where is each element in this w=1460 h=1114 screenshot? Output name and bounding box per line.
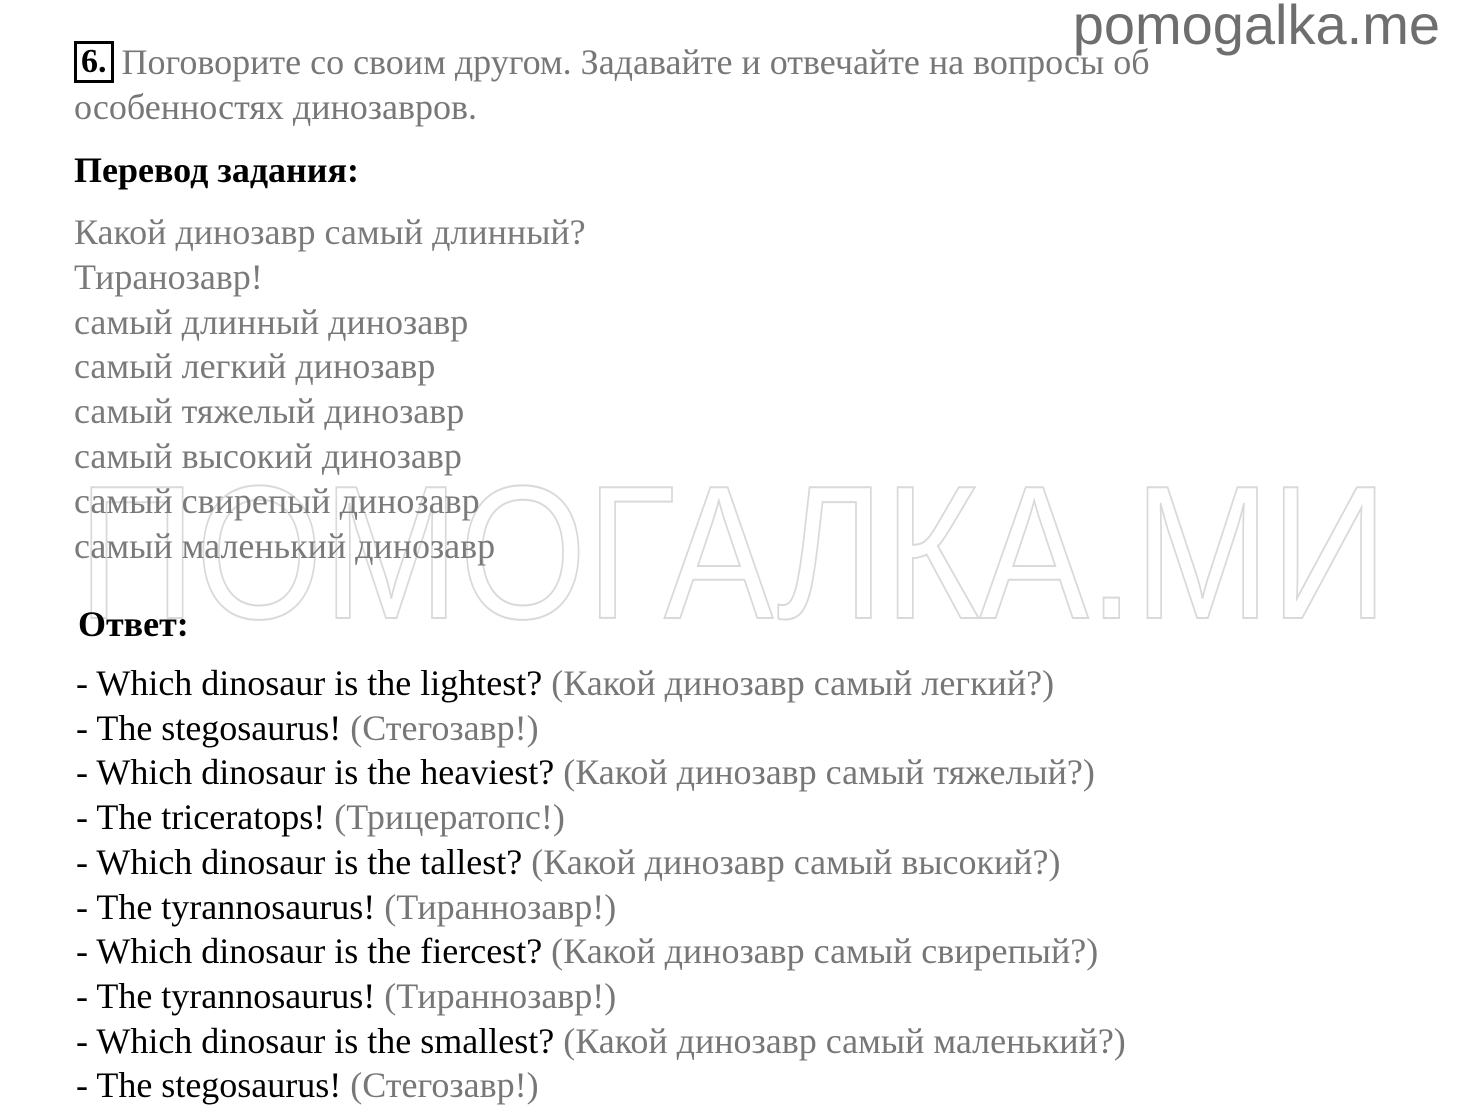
answer-english: - Which dinosaur is the fiercest? (76, 931, 543, 972)
answer-english: - Which dinosaur is the smallest? (76, 1020, 555, 1061)
translation-line: самый легкий динозавр (74, 346, 436, 387)
answer-russian: (Трицератопс!) (334, 797, 565, 838)
answer-english: - Which dinosaur is the lightest? (76, 663, 543, 703)
answer-line (76, 974, 1126, 1019)
answer-russian: (Какой динозавр самый маленький?) (563, 1020, 1126, 1061)
answer-english: - The triceratops! (76, 797, 326, 838)
answer-line (76, 840, 1126, 885)
answer-line (76, 1063, 1126, 1108)
answer-line (76, 929, 1126, 974)
answer-line (76, 750, 1126, 795)
site-logo: pomogalka.me (1072, 0, 1440, 56)
answer-russian: (Какой динозавр самый свирепый?) (551, 931, 1099, 972)
answer-heading: Ответ: (78, 604, 189, 644)
translation-line: самый длинный динозавр (74, 301, 469, 342)
answer-line (76, 661, 1126, 706)
translation-line: Тиранозавр! (74, 256, 263, 297)
task-text: Поговорите со своим другом. Задавайте и отвечайте на вопросы об особенностях динозавров. (74, 42, 1150, 127)
answer-english: - The tyrannosaurus! (76, 975, 376, 1016)
answer-line (76, 706, 1126, 751)
answer-line (76, 795, 1126, 840)
answer-english: - The stegosaurus! (76, 1065, 342, 1106)
translation-line: самый свирепый динозавр (74, 480, 480, 521)
answer-english: - Which dinosaur is the tallest? (76, 841, 523, 882)
answer-english: - Which dinosaur is the heaviest? (76, 752, 555, 793)
answer-english: - The stegosaurus! (76, 707, 342, 748)
translation-list (74, 210, 586, 568)
answer-russian: (Какой динозавр самый тяжелый?) (563, 752, 1095, 793)
answer-russian: (Стегозавр!) (350, 1065, 539, 1106)
translation-line: самый маленький динозавр (74, 525, 496, 566)
translation-line: Какой динозавр самый длинный? (74, 212, 586, 252)
task-number: 6. (74, 41, 114, 83)
translation-line: самый тяжелый динозавр (74, 391, 465, 432)
answer-line (76, 1019, 1126, 1064)
answer-english: - The tyrannosaurus! (76, 886, 376, 927)
answer-russian: (Тираннозавр!) (384, 975, 617, 1016)
answer-russian: (Какой динозавр самый легкий?) (551, 663, 1055, 703)
watermark-text: ПОМОГАЛКА.МИ (78, 468, 1388, 638)
translation-line: самый высокий динозавр (74, 435, 462, 476)
answer-list (76, 661, 1126, 1108)
translation-heading: Перевод задания: (74, 150, 359, 190)
answer-line (76, 885, 1126, 930)
task-statement (74, 40, 1334, 130)
answer-russian: (Тираннозавр!) (384, 886, 617, 927)
answer-russian: (Какой динозавр самый высокий?) (531, 841, 1061, 882)
answer-russian: (Стегозавр!) (350, 707, 539, 748)
